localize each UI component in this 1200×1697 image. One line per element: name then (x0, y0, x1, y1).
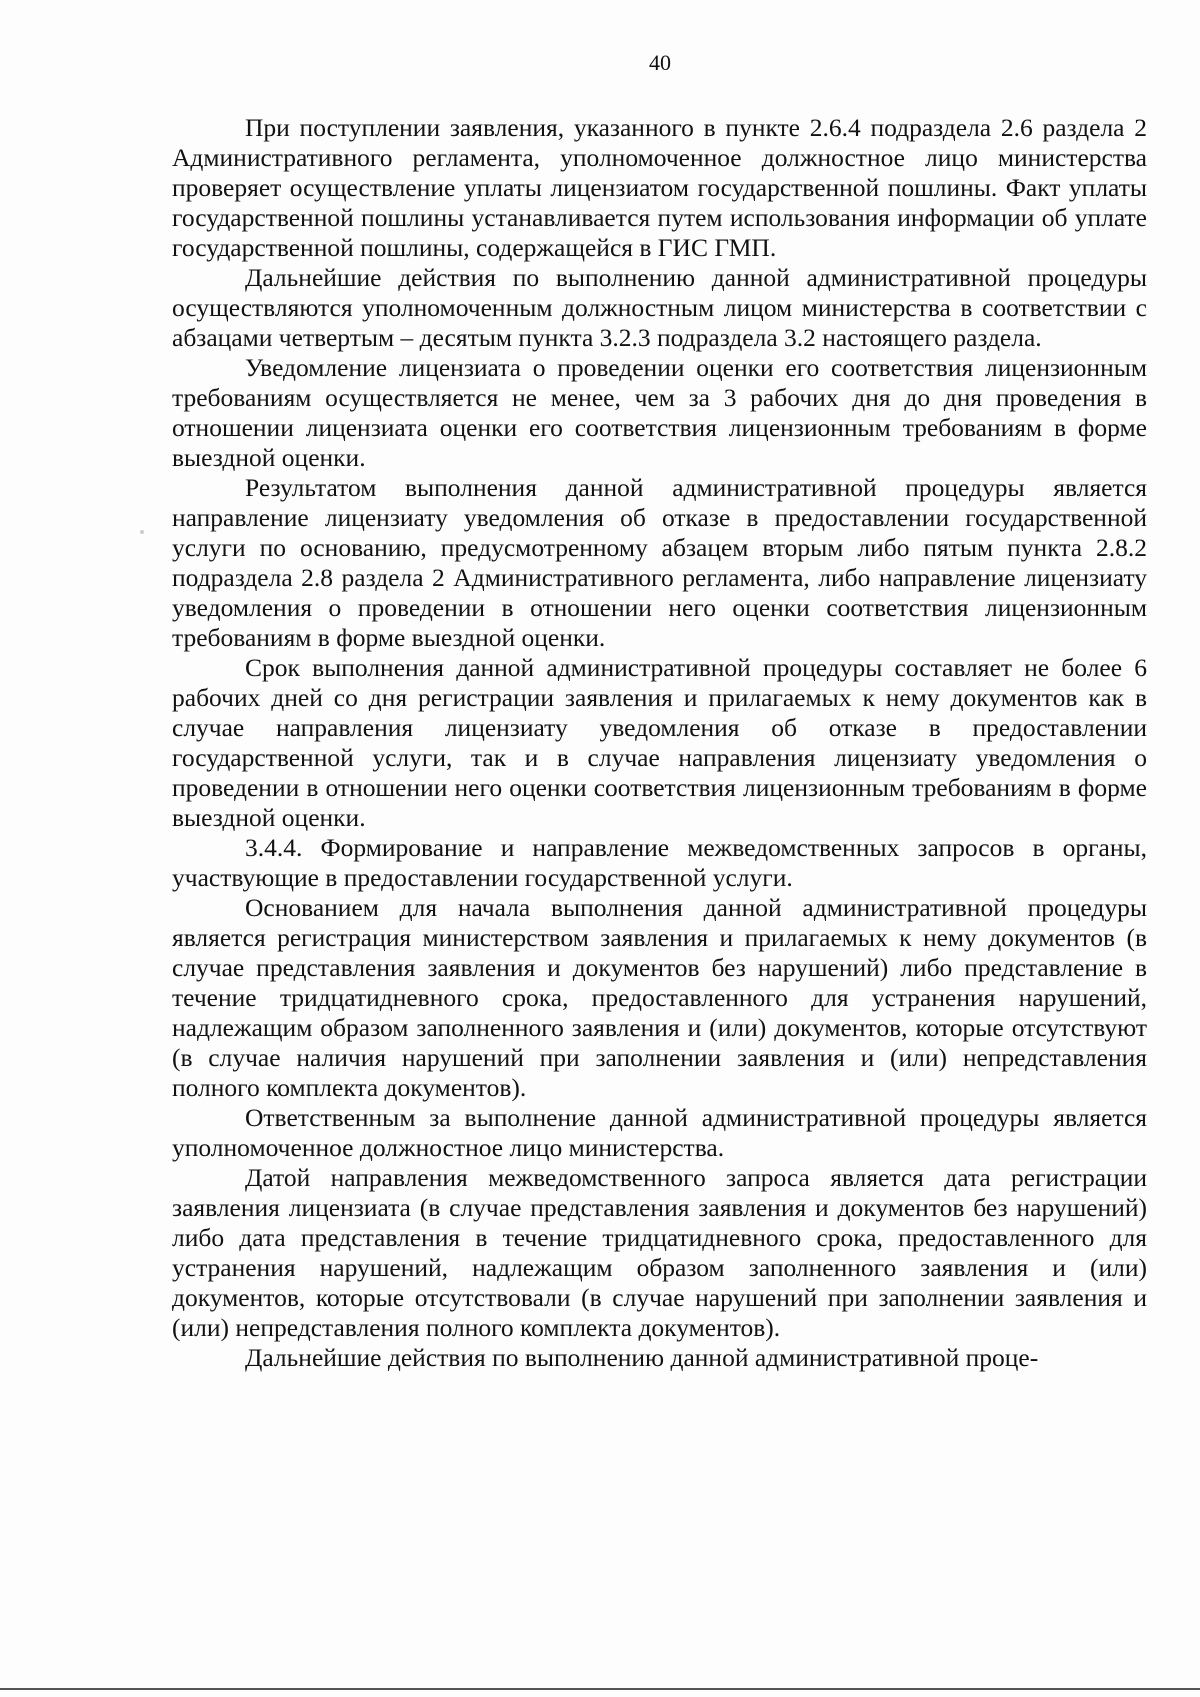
paragraph-further-actions: Дальнейшие действия по выполнению данной административной процедуры осуществляются уполномоченным должностным лицом министерства в соответствии с абзацами четвертым – десятым пункта 3.2.3 подраздела 3.2 настоящего раздела. (172, 263, 1147, 352)
paragraph-procedure-term: Срок выполнения данной административной процедуры составляет не более 6 рабочих дней со дня регистрации заявления и прилагаемых к нему документов как в случае направления лицензиату уведомления об отказе в предоставлении государственной услуги, так и в случае направления лицензиату уведомления о проведении в отношении него оценки соответствия лицензионным требованиям в форме выездной оценки. (172, 653, 1147, 832)
paragraph-request-date: Датой направления межведомственного запроса является дата регистрации заявления лицензиата (в случае представления заявления и документов без нарушений) либо дата представления в течение тридцатидневного срока, предоставленного для устранения нарушений, надлежащим образом заполненного заявления и (или) документов, которые отсутствовали (в случае нарушений при заполнении заявления и (или) непредставления полного комплекта документов). (172, 1163, 1147, 1342)
paragraph-continuation: Дальнейшие действия по выполнению данной административной проце- (245, 1343, 1039, 1372)
paragraph-licensee-notification: Уведомление лицензиата о проведении оценки его соответствия лицензионным требованиям осуществляется не менее, чем за 3 рабочих дня до дня проведения в отношении лицензиата оценки его соответствия лицензионным требованиям в форме выездной оценки. (172, 353, 1147, 472)
document-body (172, 113, 1147, 1373)
section-heading-3-4-4: 3.4.4. Формирование и направление межведомственных запросов в органы, участвующие в предоставлении государственной услуги. (172, 833, 1147, 892)
paragraph-procedure-basis: Основанием для начала выполнения данной административной процедуры является регистрация министерством заявления и прилагаемых к нему документов (в случае представления заявления и документов без нарушений) либо представление в течение тридцатидневного срока, предоставленного для устранения нарушений, надлежащим образом заполненного заявления и (или) документов, которые отсутствуют (в случае наличия нарушений при заполнении заявления и (или) непредставления полного комплекта документов). (172, 893, 1147, 1102)
paragraph-procedure-result: Результатом выполнения данной административной процедуры является направление лицензиату уведомления об отказе в предоставлении государственной услуги по основанию, предусмотренному абзацем вторым либо пятым пункта 2.8.2 подраздела 2.8 раздела 2 Административного регламента, либо направление лицензиату уведомления о проведении в отношении него оценки соответствия лицензионным требованиям в форме выездной оценки. (172, 473, 1147, 652)
paragraph-state-fee-check: При поступлении заявления, указанного в пункте 2.6.4 подраздела 2.6 раздела 2 Административного регламента, уполномоченное должностное лицо министерства проверяет осуществление уплаты лицензиатом государственной пошлины. Факт уплаты государственной пошлины устанавливается путем использования информации об уплате государственной пошлины, содержащейся в ГИС ГМП. (172, 113, 1147, 262)
scan-speck (140, 530, 144, 534)
paragraph-responsible-person: Ответственным за выполнение данной административной процедуры является уполномоченное должностное лицо министерства. (172, 1103, 1147, 1162)
page-number: 40 (649, 50, 671, 75)
scan-bottom-edge (0, 1688, 1200, 1690)
